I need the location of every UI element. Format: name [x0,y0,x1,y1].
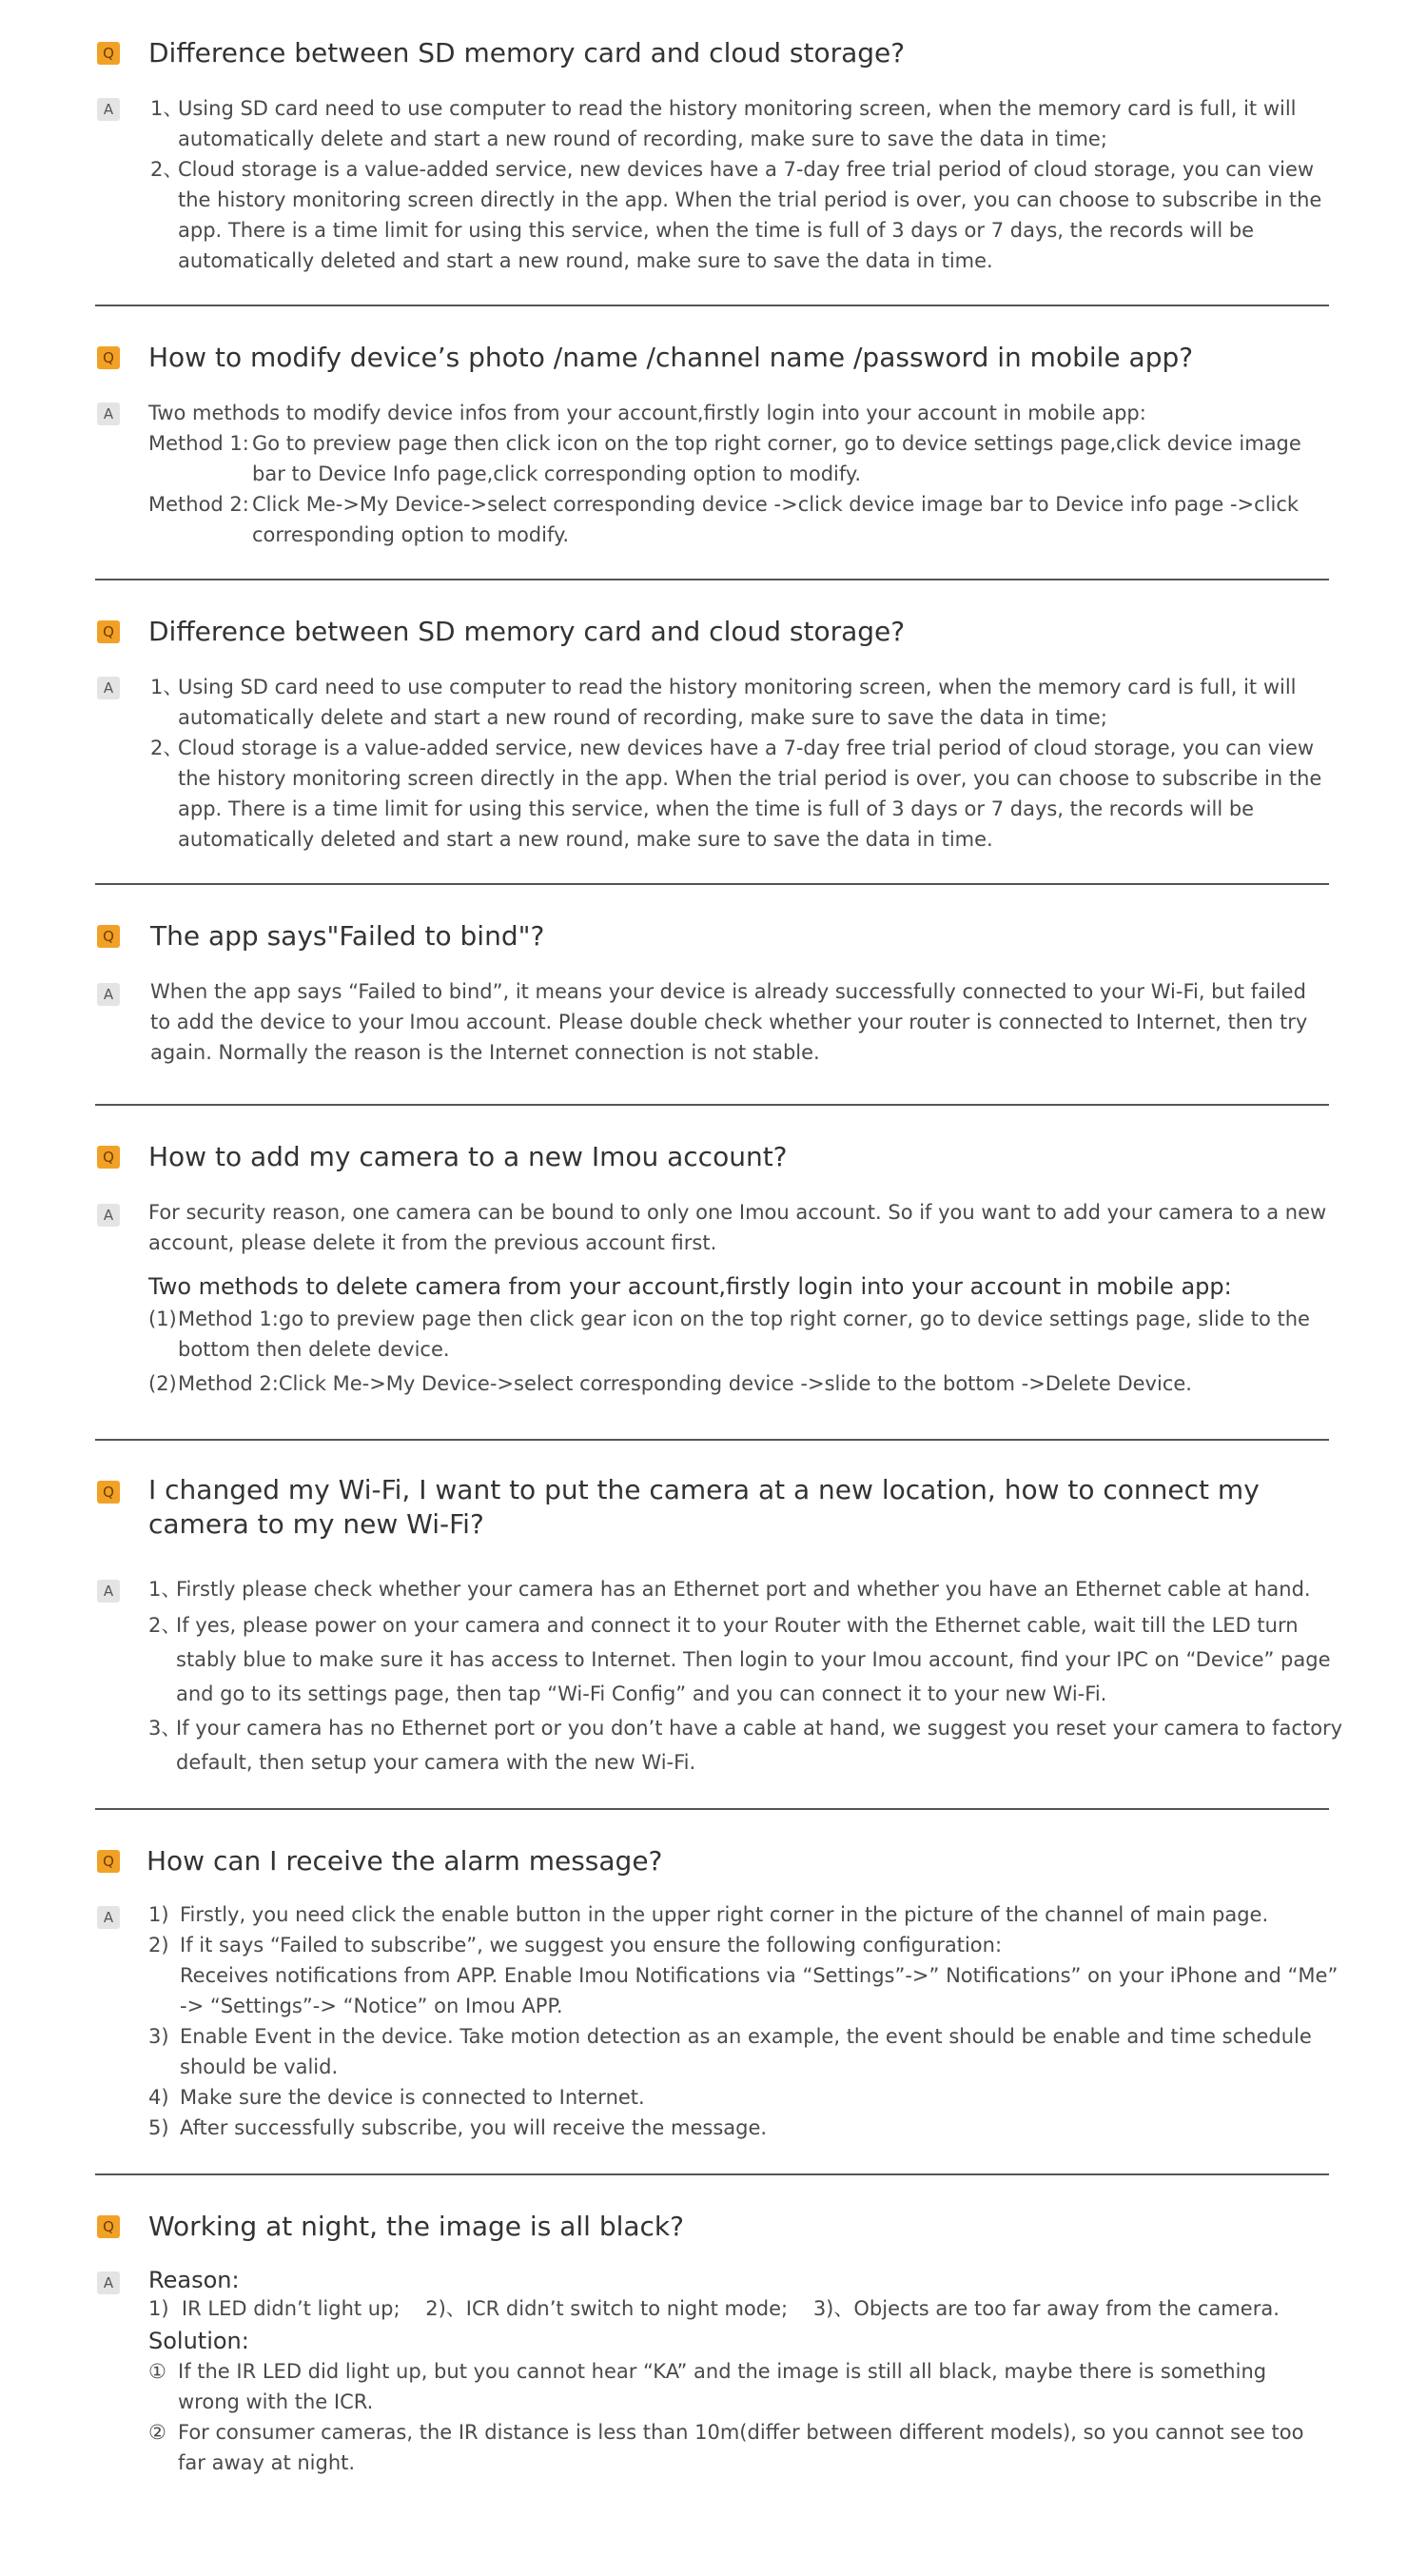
answer-paragraph: For security reason, one camera can be bound to only one Imou account. So if you want to add your camera to a new account, please delete it from the previous account first. [148,1201,1327,1254]
reason-label: Reason: [148,2267,240,2293]
list-text: Firstly please check whether your camera has an Ethernet port and whether you have an Ethernet cable at hand. [176,1578,1311,1601]
list-subtext: Receives notifications from APP. Enable Imou Notifications via “Settings”->” Notifications” on your iPhone and “Me” -> “Settings”-> “Notice” on Imou APP. [180,1964,1339,2017]
list-text: Using SD card need to use computer to read the history monitoring screen, when the memory card is full, it will automatically delete and start a new round of recording, make sure to save the data in time; [178,97,1297,150]
list-text: Using SD card need to use computer to read the history monitoring screen, when the memory card is full, it will automatically delete and start a new round of recording, make sure to save the data in time; [178,676,1297,729]
question-badge: Q [97,1146,120,1169]
list-marker: 1、 [148,1578,182,1601]
question-badge: Q [97,1481,120,1504]
list-text: If it says “Failed to subscribe”, we suggest you ensure the following configuration: [180,1934,1003,1957]
list-item [148,1608,1343,1711]
list-text: Enable Event in the device. Take motion detection as an example, the event should be enable and time schedule should be valid. [180,2025,1312,2078]
method-item [148,428,1338,489]
reason-item [813,2297,1280,2320]
divider [95,579,1329,580]
list-text: If yes, please power on your camera and connect it to your Router with the Ethernet cable, wait till the LED turn stably blue to make sure it has access to Internet. Then login to your Imou account, find your IPC on “Device” page and go to its settings page, then tap “Wi-Fi Config” and you can connect it to your new Wi-Fi. [176,1614,1331,1705]
question-title: Difference between SD memory card and cloud storage? [148,37,906,69]
reason-marker: 3)、 [812,2297,854,2320]
solution-text: For consumer cameras, the IR distance is less than 10m(differ between different models), so you cannot see too far away at night. [178,2421,1304,2474]
divider [95,883,1329,885]
answer-body [148,1574,1343,1780]
list-item [150,154,1330,276]
answer-badge: A [97,983,120,1006]
list-text: Firstly, you need click the enable button in the upper right corner in the picture of the channel of main page. [180,1903,1269,1926]
list-item [148,2113,1339,2143]
method-label: Method 2: [148,493,249,516]
question-title: The app says"Failed to bind"? [150,920,545,952]
method-item [148,489,1338,550]
method-text: Click Me->My Device->select corresponding device ->click device image bar to Device info page ->click corresponding option to modify. [252,493,1300,546]
reason-marker: 1) [148,2297,169,2320]
divider [95,305,1329,306]
question-title: How to modify device’s photo /name /channel name /password in mobile app? [148,342,1194,373]
reason-marker: 2)、 [425,2297,466,2320]
question-badge: Q [97,1850,120,1873]
reason-item [425,2297,788,2320]
answer-badge: A [97,1580,120,1603]
answer-badge: A [97,677,120,699]
list-marker: 2、 [150,737,184,759]
answer-body [150,976,1330,1068]
list-item [148,2082,1339,2113]
list-text: After successfully subscribe, you will receive the message. [180,2116,768,2139]
answer-subheading: Two methods to delete camera from your account,firstly login into your account in mobile app: [148,1273,1232,1300]
list-item [148,1304,1333,1365]
list-marker: 2、 [148,1614,182,1637]
answer-badge: A [97,2271,120,2294]
list-marker: (1) [148,1308,177,1330]
list-item [150,93,1330,154]
list-text: Cloud storage is a value-added service, new devices have a 7-day free trial period of cloud storage, you can view the history monitoring screen directly in the app. When the trial period is over, you can choose to subscribe in the app. There is a time limit for using this service, when the time is full of 3 days or 7 days, the records will be automatically deleted and start a new round, make sure to save the data in time. [178,737,1322,851]
list-item [148,2021,1339,2082]
divider [95,1439,1329,1441]
answer-badge: A [97,1204,120,1227]
answer-body [148,2265,1333,2478]
list-marker: 5) [148,2116,169,2139]
question-title: Difference between SD memory card and cloud storage? [148,616,906,647]
reason-item [148,2297,401,2320]
answer-body [148,398,1338,550]
question-badge: Q [97,620,120,643]
reason-text: ICR didn’t switch to night mode; [465,2297,789,2320]
list-marker: (2) [148,1372,177,1395]
solution-item [148,2356,1333,2417]
list-text: Make sure the device is connected to Internet. [180,2086,645,2109]
answer-paragraph: When the app says “Failed to bind”, it means your device is already successfully connected to your Wi-Fi, but failed to add the device to your Imou account. Please double check whether your router is connected to Internet, then try again. Normally the reason is the Internet connection is not stable. [150,980,1308,1064]
question-badge: Q [97,42,120,65]
question-title: How can I receive the alarm message? [147,1845,663,1877]
answer-badge: A [97,1906,120,1929]
list-marker: 4) [148,2086,169,2109]
answer-badge: A [97,98,120,121]
question-title: I changed my Wi-Fi, I want to put the camera at a new location, how to connect my camera to my new Wi-Fi? [148,1474,1260,1540]
answer-intro: Two methods to modify device infos from your account,firstly login into your account in mobile app: [148,402,1146,424]
list-marker: 1、 [150,676,184,698]
list-item [148,1930,1339,2021]
answer-body [148,1197,1333,1399]
list-marker: 1、 [150,97,184,120]
list-marker: 2) [148,1934,169,1957]
list-item [148,1711,1343,1780]
answer-badge: A [97,403,120,425]
divider [95,1104,1329,1106]
question-badge: Q [97,346,120,369]
solution-marker: ① [148,2360,166,2383]
answer-body [150,672,1330,855]
solution-text: If the IR LED did light up, but you cannot hear “KA” and the image is still all black, maybe there is something wrong with the ICR. [178,2360,1267,2413]
question-title: Working at night, the image is all black? [148,2211,684,2242]
method-label: Method 1: [148,432,249,455]
method-text: Go to preview page then click icon on the top right corner, go to device settings page,click device image bar to Device Info page,click corresponding option to modify. [252,432,1301,485]
solution-label: Solution: [148,2328,249,2354]
list-text: Method 2:Click Me->My Device->select corresponding device ->slide to the bottom ->Delete Device. [178,1372,1192,1395]
list-text: Cloud storage is a value-added service, new devices have a 7-day free trial period of cloud storage, you can view the history monitoring screen directly in the app. When the trial period is over, you can choose to subscribe in the app. There is a time limit for using this service, when the time is full of 3 days or 7 days, the records will be automatically deleted and start a new round, make sure to save the data in time. [178,158,1322,272]
question-badge: Q [97,2215,120,2238]
list-item [148,1899,1339,1930]
question-badge: Q [97,925,120,948]
list-text: Method 1:go to preview page then click gear icon on the top right corner, go to device settings page, slide to the bottom then delete device. [178,1308,1310,1361]
list-marker: 3) [148,2025,169,2048]
list-text: If your camera has no Ethernet port or you don’t have a cable at hand, we suggest you reset your camera to factory default, then setup your camera with the new Wi-Fi. [176,1717,1343,1774]
list-item [148,1368,1333,1399]
list-marker: 1) [148,1903,169,1926]
divider [95,2173,1329,2175]
list-item [150,672,1330,733]
answer-body [150,93,1330,276]
answer-body [148,1899,1339,2143]
divider [95,1808,1329,1810]
question-title: How to add my camera to a new Imou account? [148,1141,788,1172]
list-marker: 2、 [150,158,184,181]
list-item [148,1574,1343,1604]
list-marker: 3、 [148,1717,182,1740]
reason-text: Objects are too far away from the camera. [853,2297,1280,2320]
reason-text: IR LED didn’t light up; [181,2297,401,2320]
reason-list [148,2293,1333,2324]
list-item [150,733,1330,855]
solution-marker: ② [148,2421,166,2444]
solution-item [148,2417,1333,2478]
